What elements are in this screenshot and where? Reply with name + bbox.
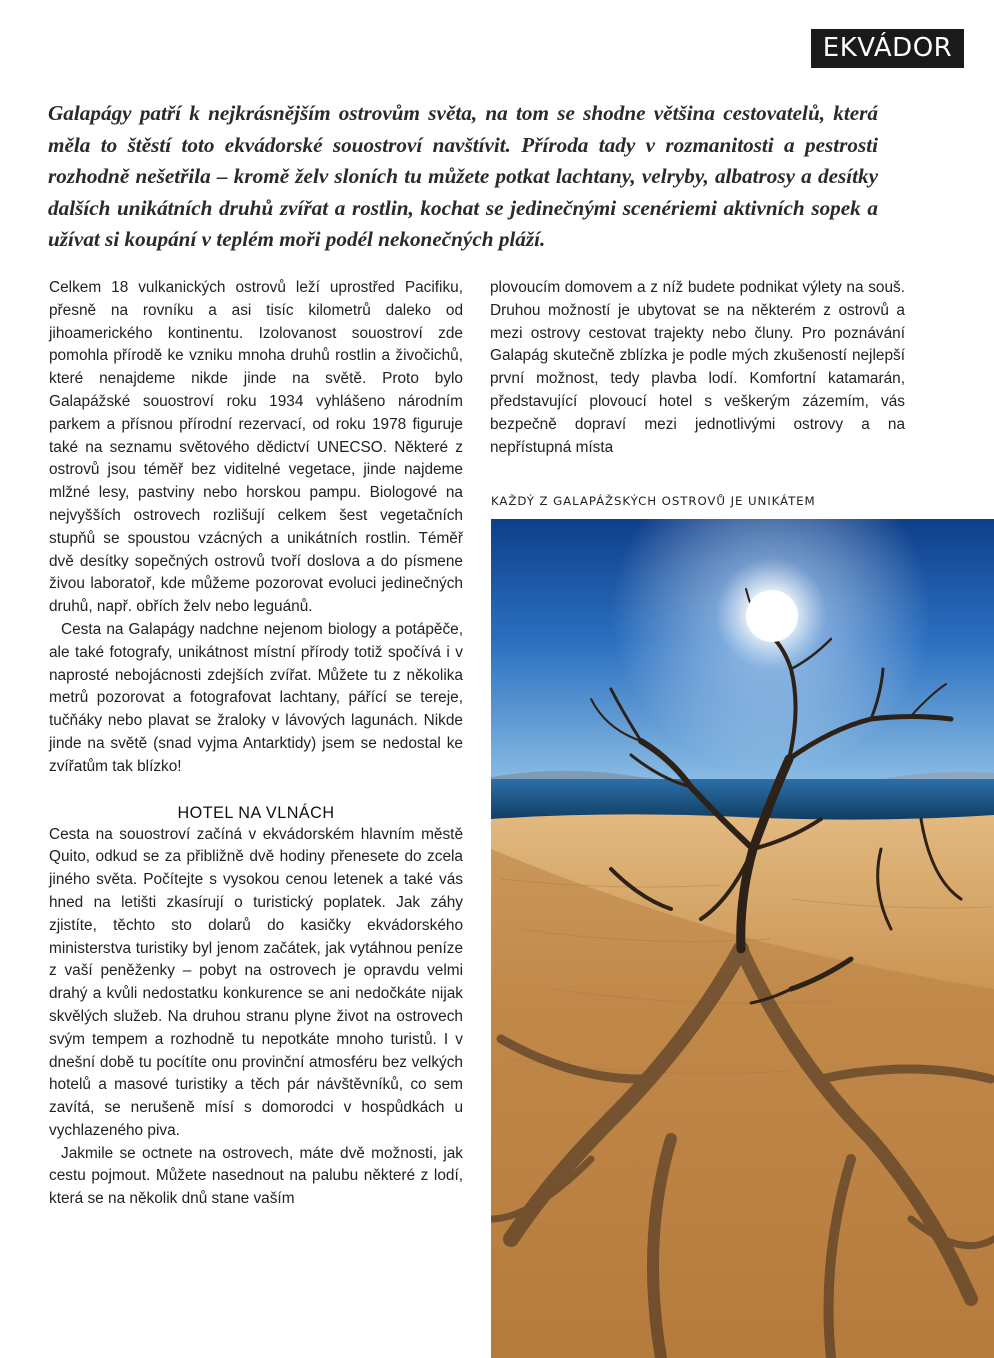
beach-tree-photo bbox=[491, 519, 994, 1358]
body-paragraph: Celkem 18 vulkanických ostrovů leží uprostřed Pacifiku, přesně na rovníku a asi tisíc kilometrů daleko od jihoamerického kontinentu. Izolovanost souostroví zde pomohla přírodě ke vzniku mnoha druhů rostlin a živočichů, které nenajdeme nikde jinde na světě. Proto bylo Galapážské souostroví roku 1934 vyhlášeno národním parkem a přísnou přírodní rezervací, od roku 1978 figuruje také na seznamu světového dědictví UNECSO. Některé z ostrovů jsou téměř bez viditelné vegetace, jinde najdeme mlžné lesy, pastviny nebo horskou pampu. Biologové na nejvyšších ostrovech rozlišují celkem šest vegetačních stupňů se spoustou vzácných a unikátních rostlin. Téměř dvě desítky sopečných ostrovů tvoří doslova a do písmene živou laboratoř, kde můžeme pozorovat evoluci jedinečných druhů, např. obřích želv nebo leguánů. bbox=[49, 279, 463, 616]
body-paragraph: plovoucím domovem a z níž budete podnikat výlety na souš. Druhou možností je ubytovat se na některém z ostrovů a mezi ostrovy cestovat trajekty nebo čluny. Pro poznávání Galapág skutečně zblízka je podle mých zkušeností nejlepší první možnost, tedy plavba lodí. Komfortní katamarán, představující plovoucí hotel s veškerým zázemím, vás bezpečně dopraví mezi jednotlivými ostrovy a na nepřístupná místa bbox=[490, 279, 905, 456]
lead-paragraph: Galapágy patří k nejkrásnějším ostrovům světa, na tom se shodne většina cestovatelů, která měla to štěstí toto ekvádorské souostroví navštívit. Příroda tady v rozmanitosti a pestrosti rozhodně nešetřila – kromě želv sloních tu můžete potkat lachtany, velryby, albatrosy a desítky dalších unikátních druhů zvířat a rostlin, kochat se jedinečnými scenériemi aktivních sopek a užívat si koupání v teplém moři podél nekonečných pláží. bbox=[48, 101, 878, 251]
section-subheading: HOTEL NA VLNÁCH bbox=[177, 803, 335, 822]
body-paragraph: Cesta na Galapágy nadchne nejenom biology a potápěče, ale také fotografy, unikátnost místní přírody totiž spočívá i v naprosté nebojácnosti zdejších zvířat. Můžete tu z několika metrů pozorovat a fotografovat lachtany, pářící se tereje, tučňáky nebo plavat se žraloky v lávových lagunách. Nikde jinde na světě (snad vyjma Antarktidy) jsem se nedostal ke zvířatům tak blízko! bbox=[49, 620, 463, 775]
article-right-column bbox=[490, 277, 905, 459]
body-paragraph: Cesta na souostroví začíná v ekvádorském hlavním městě Quito, odkud se za přibližně dvě hodiny přenesete do zcela jiného světa. Počítejte s vysokou cenou letenek a také vás hned na letišti zkasírují o turistický poplatek. Jak záhy zjistíte, těchto sto dolarů do kasičky ekvádorského ministerstva turistiky byl jenom začátek, jak vytáhnou peníze z vaší peněženky – pobyt na ostrovech je opravdu velmi drahý a kvůli nedostatku konkurence se ani nedočkáte nijak skvělých služeb. Na druhou stranu plyne život na ostrovech svým tempem a rozhodně tu nepotkáte mnoho turistů. I v dnešní době tu pocítíte onu provinční atmosféru bez velkých hotelů a masové turistiky a těch pár návštěvníků, co sem zavítá, se nerušeně mísí s domorodci v hospůdkách u vychlazeného piva. bbox=[49, 825, 463, 1139]
photo-caption: KAŽDÝ Z GALAPÁŽSKÝCH OSTROVŮ JE UNIKÁTEM bbox=[491, 494, 816, 508]
section-tag: EKVÁDOR bbox=[811, 29, 964, 68]
body-paragraph: Jakmile se octnete na ostrovech, máte dvě možnosti, jak cestu pojmout. Můžete nasednout na palubu některé z lodí, která se na několik dnů stane vaším bbox=[49, 1144, 463, 1208]
article-left-column bbox=[49, 277, 463, 1211]
